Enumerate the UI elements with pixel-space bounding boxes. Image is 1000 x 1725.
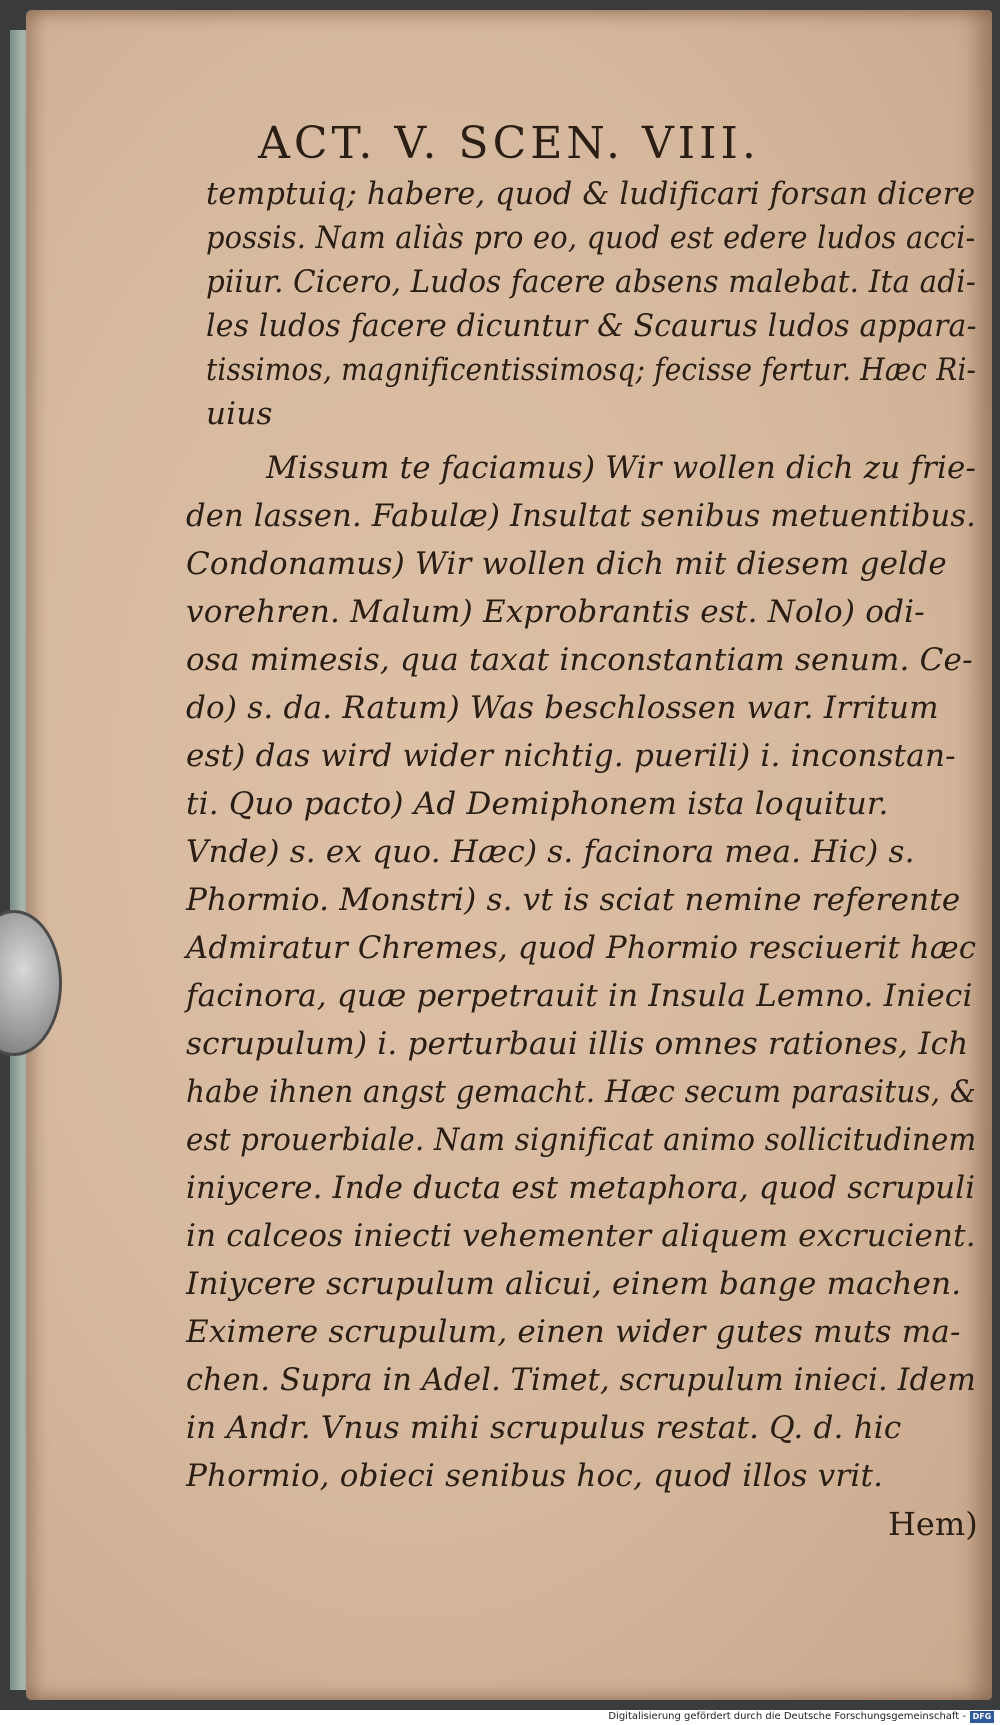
dfg-logo-icon: DFG: [970, 1711, 994, 1723]
text-line: tissimos, magnificentissimosq; fecisse fertur. Hæc Ri-: [206, 352, 977, 388]
text-line: do) s. da. Ratum) Was beschlossen war. Irritum: [186, 690, 939, 726]
text-line: Admiratur Chremes, quod Phormio resciuerit hæc: [186, 930, 977, 966]
text-line: Missum te faciamus) Wir wollen dich zu frie-: [266, 450, 977, 486]
text-line: osa mimesis, qua taxat inconstantiam senum. Ce-: [186, 642, 973, 678]
text-line: ti. Quo pacto) Ad Demiphonem ista loquitur.: [186, 786, 889, 822]
text-line: Vnde) s. ex quo. Hæc) s. facinora mea. Hic) s.: [186, 834, 915, 870]
text-line: habe ihnen angst gemacht. Hæc secum parasitus, &: [186, 1074, 977, 1110]
catchword: Hem): [888, 1505, 978, 1543]
running-head: ACT. V. SCEN. VIII.: [258, 118, 760, 169]
book-page: [26, 10, 992, 1700]
text-line: uius: [206, 396, 273, 432]
text-line: Phormio. Monstri) s. vt is sciat nemine referente: [186, 882, 961, 918]
text-line: Phormio, obieci senibus hoc, quod illos vrit.: [186, 1458, 884, 1494]
text-line: Condonamus) Wir wollen dich mit diesem gelde: [186, 546, 947, 582]
text-line: scrupulum) i. perturbaui illis omnes rationes, Ich: [186, 1026, 969, 1062]
text-line: in Andr. Vnus mihi scrupulus restat. Q. d. hic: [186, 1410, 902, 1446]
text-line: in calceos iniecti vehementer aliquem excrucient.: [186, 1218, 976, 1254]
text-line: Iniycere scrupulum alicui, einem bange machen.: [186, 1266, 962, 1302]
text-line: den lassen. Fabulæ) Insultat senibus metuentibus.: [186, 498, 977, 534]
text-line: facinora, quæ perpetrauit in Insula Lemno. Inieci: [186, 978, 973, 1014]
digitization-credit: Digitalisierung gefördert durch die Deutsche Forschungsgemeinschaft -: [608, 1711, 966, 1722]
text-line: vorehren. Malum) Exprobrantis est. Nolo) odi-: [186, 594, 925, 630]
text-line: possis. Nam aliàs pro eo, quod est edere ludos acci-: [206, 220, 976, 256]
text-line: iniycere. Inde ducta est metaphora, quod scrupuli: [186, 1170, 976, 1206]
text-line: temptuiq; habere, quod & ludificari forsan dicere: [206, 176, 976, 212]
text-line: est prouerbiale. Nam significat animo sollicitudinem: [186, 1122, 977, 1158]
text-line: piiur. Cicero, Ludos facere absens malebat. Ita adi-: [206, 264, 976, 300]
text-line: chen. Supra in Adel. Timet, scrupulum inieci. Idem: [186, 1362, 977, 1398]
text-line: les ludos facere dicuntur & Scaurus ludos appara-: [206, 308, 977, 344]
text-line: Eximere scrupulum, einen wider gutes muts ma-: [186, 1314, 961, 1350]
text-line: est) das wird wider nichtig. puerili) i. inconstan-: [186, 738, 956, 774]
